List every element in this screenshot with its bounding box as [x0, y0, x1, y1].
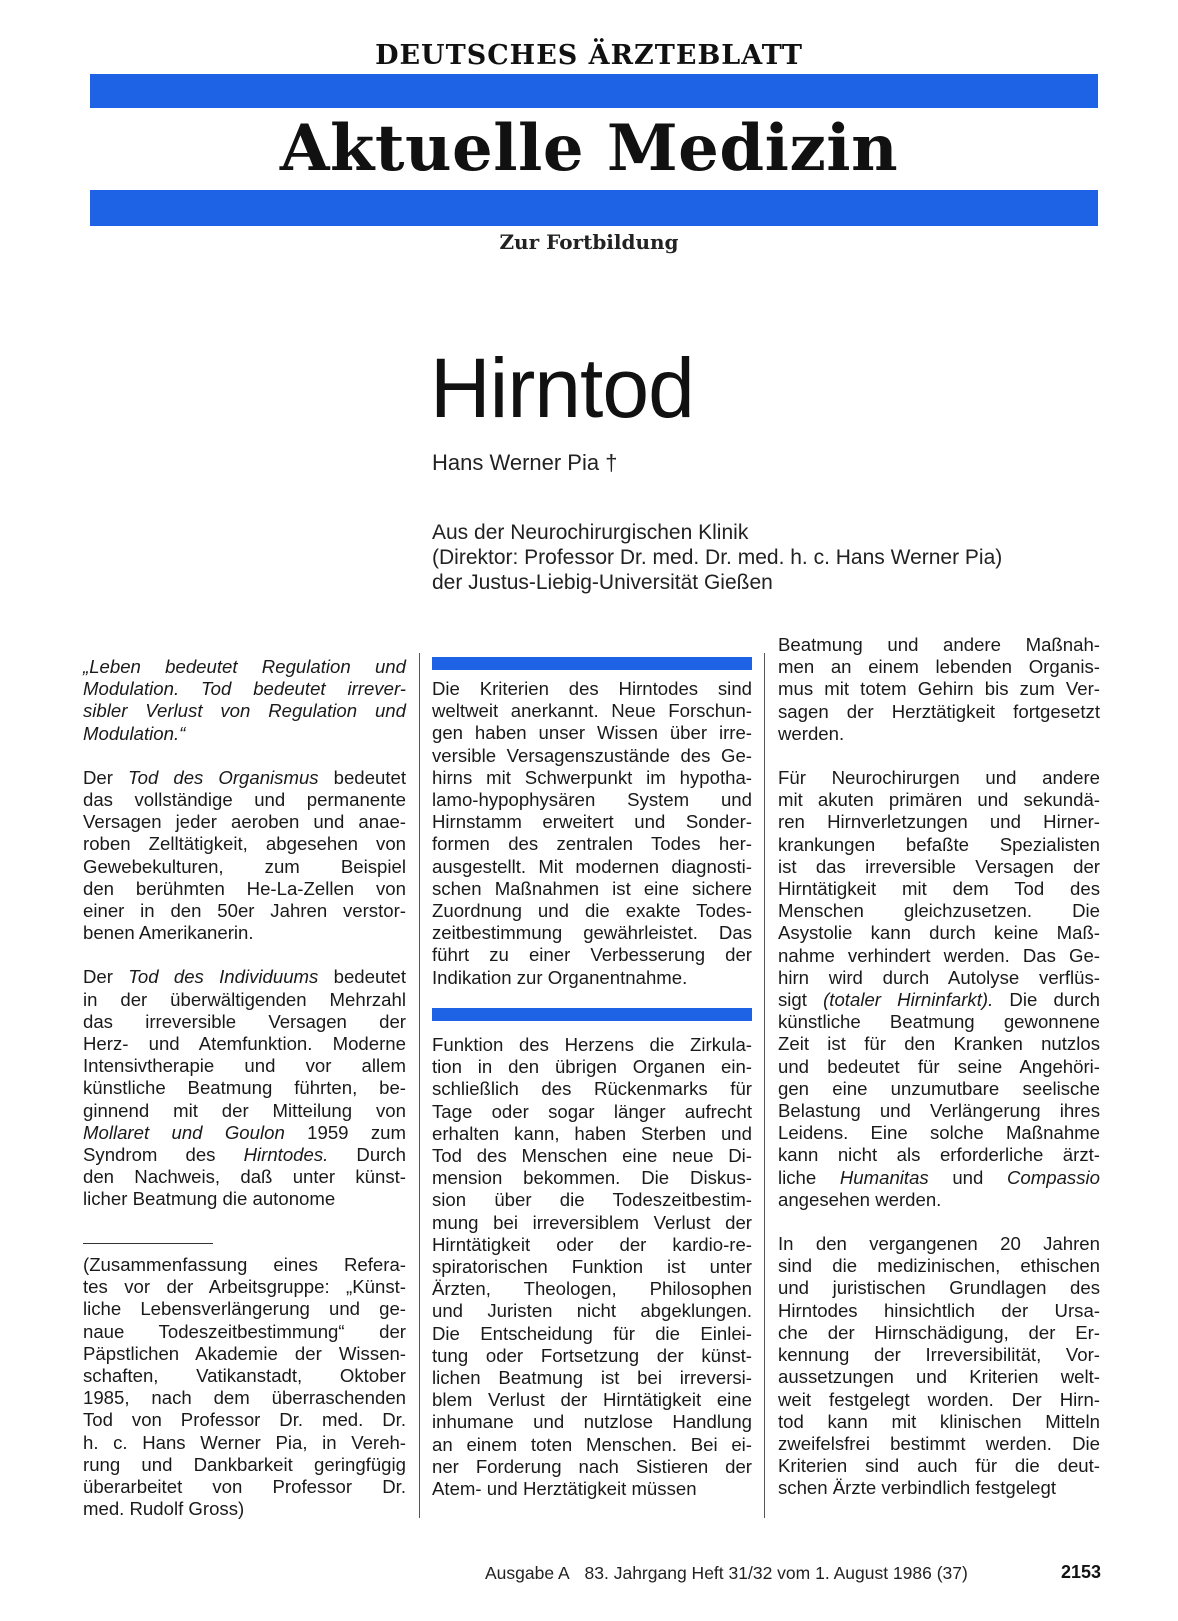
text-line: Menschen gleichzusetzen. Die [778, 900, 1100, 922]
italic-term: Mollaret und Goulon [83, 1121, 285, 1143]
text-line: schaften, Vatikanstadt, Oktober [83, 1365, 406, 1387]
text-line: che der Hirnschädigung, der Er- [778, 1321, 1100, 1343]
text-line: liche Lebensverlängerung und ge- [83, 1298, 406, 1320]
paragraph [83, 966, 406, 1210]
text-line: kann nicht als erforderliche ärzt- [778, 1144, 1100, 1166]
affiliation-line: (Direktor: Professor Dr. med. Dr. med. h. c. Hans Werner Pia) [432, 546, 1003, 569]
text-line: spiratorischen Funktion ist unter [432, 1256, 752, 1278]
text-line: Päpstlichen Akademie der Wissen- [83, 1342, 406, 1364]
footnote-rule [83, 1243, 213, 1244]
text-line: schen Maßnahmen ist eine sichere [432, 877, 752, 899]
text-line: Zeit ist für den Kranken nutzlos [778, 1033, 1100, 1055]
text-line: zeitbestimmung gewährleistet. Das [432, 922, 752, 944]
text-line: versible Versagenszustände des Ge- [432, 744, 752, 766]
text-segment: Syndrom des [83, 1144, 244, 1166]
text-line: med. Rudolf Gross) [83, 1498, 245, 1520]
text-segment: Durch [328, 1144, 406, 1166]
text-line: krankungen befaßte Spezialisten [778, 833, 1100, 855]
text-line: das irreversible Versagen der [83, 1010, 406, 1032]
column-1 [83, 656, 406, 1233]
issue-info: 83. Jahrgang Heft 31/32 vom 1. August 1986 (37) [584, 1563, 968, 1583]
text-line: inhumane und nutzlose Handlung [432, 1411, 752, 1433]
text-line: werden. [778, 722, 845, 744]
article-author: Hans Werner Pia † [432, 450, 618, 475]
text-line: Zuordnung und die exakte Todes- [432, 900, 752, 922]
text-line: Für Neurochirurgen und andere [778, 767, 1100, 789]
masthead-band-top [90, 74, 1098, 108]
text-line: führt zu einer Verbesserung der [432, 944, 752, 966]
text-line: Gewebekulturen, zum Beispiel [83, 855, 406, 877]
text-line: Kriterien sind auch für die deut- [778, 1455, 1100, 1477]
text-line: nahme verhindert werden. Das Ge- [778, 944, 1100, 966]
text-line: gen haben unser Wissen über irre- [432, 722, 752, 744]
text-line: Die Entscheidung für die Einlei- [432, 1322, 752, 1344]
text-line: tes vor der Arbeitsgruppe: „Künst- [83, 1276, 406, 1298]
text-line: Asystolie kann durch keine Maß- [778, 922, 1100, 944]
text-segment: bedeutet [318, 766, 406, 788]
text-line: mung bei irreversiblem Verlust der [432, 1211, 752, 1233]
text-line: Hirntätigkeit oder der kardio-re- [432, 1233, 752, 1255]
text-line: sind die medizinischen, ethischen [778, 1255, 1100, 1277]
text-line: mension bekommen. Die Diskus- [432, 1167, 752, 1189]
opening-quote [83, 656, 406, 745]
text-line [83, 767, 406, 789]
text-line: schließlich des Rückenmarks für [432, 1078, 752, 1100]
text-line: das vollständige und permanente [83, 789, 406, 811]
text-line: Modulation.“ [83, 722, 186, 744]
text-line: Hirntodes hinsichtlich der Ursa- [778, 1299, 1100, 1321]
text-line: In den vergangenen 20 Jahren [778, 1233, 1100, 1255]
column-2-abstract [432, 678, 752, 1011]
edition-label: Ausgabe A [485, 1563, 570, 1583]
text-line: blem Verlust der Hirntätigkeit eine [432, 1389, 752, 1411]
affiliation-line: Aus der Neurochirurgischen Klinik [432, 521, 749, 544]
text-line: und juristischen Grundlagen des [778, 1277, 1100, 1299]
text-line: Ärzten, Theologen, Philosophen [432, 1278, 752, 1300]
text-line: aussetzungen und Kriterien welt- [778, 1366, 1100, 1388]
paragraph [83, 767, 406, 945]
author-affiliation [432, 520, 1002, 595]
text-line: „Leben bedeutet Regulation und [83, 656, 406, 677]
text-segment: Der [83, 766, 128, 788]
text-line [778, 1167, 1100, 1189]
text-segment: sigt [778, 989, 824, 1011]
text-line: (Zusammenfassung eines Refera- [83, 1254, 406, 1275]
text-line: sion über die Todeszeitbestim- [432, 1189, 752, 1211]
text-line: benen Amerikanerin. [83, 922, 254, 944]
footnote-text [83, 1254, 406, 1520]
text-line: Modulation. Tod bedeutet irrever- [83, 678, 406, 700]
text-segment: Der [83, 966, 129, 988]
text-line [83, 966, 406, 988]
text-line: Beatmung und andere Maßnah- [778, 634, 1100, 655]
text-line: lichen Beatmung ist bei irreversi- [432, 1367, 752, 1389]
text-line: weltweit anerkannt. Neue Forschun- [432, 700, 752, 722]
text-line: 1985, nach dem überraschenden [83, 1387, 406, 1409]
italic-term: Humanitas [839, 1166, 929, 1188]
text-line: tung oder Fortsetzung der künst- [432, 1344, 752, 1366]
text-line: formen des zentralen Todes her- [432, 833, 752, 855]
text-line: kennung der Irreversibilität, Vor- [778, 1344, 1100, 1366]
text-line: künstliche Beatmung gewonnene [778, 1011, 1100, 1033]
text-line: roben Zelltätigkeit, abgesehen von [83, 833, 406, 855]
text-line: lamo-hypophysären System und [432, 789, 752, 811]
text-line: Intensivtherapie und vor allem [83, 1055, 406, 1077]
text-line: und Juristen nicht abgeklungen. [432, 1300, 752, 1322]
text-line: künstliche Beatmung führten, be- [83, 1077, 406, 1099]
italic-term: (totaler Hirninfarkt). [823, 989, 994, 1011]
italic-term: Hirntodes. [243, 1144, 329, 1166]
text-line: sibler Verlust von Regulation und [83, 700, 406, 722]
text-line: Hirntätigkeit mit dem Tod des [778, 878, 1100, 900]
text-line [778, 989, 1100, 1011]
affiliation-line: der Justus-Liebig-Universität Gießen [432, 571, 773, 594]
paragraph [778, 634, 1100, 745]
article-title: Hirntod [430, 341, 694, 435]
journal-name: DEUTSCHES ÄRZTEBLATT [375, 40, 803, 71]
text-line: mit akuten primären und sekundä- [778, 789, 1100, 811]
text-line: mus mit totem Gehirn bis zum Ver- [778, 678, 1100, 700]
text-line: schen Ärzte verbindlich festgelegt [778, 1477, 1057, 1499]
text-line: Hirnstamm erweitert und Sonder- [432, 811, 752, 833]
masthead-band-bottom [90, 190, 1098, 226]
text-line: und bedeutet für seine Angehöri- [778, 1055, 1100, 1077]
text-line: ist das irreversible Versagen der [778, 855, 1100, 877]
text-line: rung und Dankbarkeit geringfügig [83, 1453, 406, 1475]
text-line: gen eine unzumutbare seelische [778, 1077, 1100, 1099]
abstract-bar-top [432, 657, 752, 670]
column-divider [764, 653, 765, 1518]
column-3 [778, 634, 1100, 1522]
text-line: den Nachweis, daß unter künst- [83, 1166, 406, 1188]
italic-term: Compassio [1006, 1166, 1100, 1188]
text-line: in der überwältigenden Mehrzahl [83, 988, 406, 1010]
text-line: naue Todeszeitbestimmung“ der [83, 1320, 406, 1342]
text-line: Herz- und Atemfunktion. Moderne [83, 1033, 406, 1055]
abstract-text [432, 678, 752, 989]
text-line: Tage oder sogar länger aufrecht [432, 1100, 752, 1122]
text-line: Tod des Menschen eine neue Di- [432, 1145, 752, 1167]
column-2 [432, 1034, 752, 1522]
text-segment: liche [778, 1166, 840, 1188]
text-line: den berühmten He-La-Zellen von [83, 877, 406, 899]
text-line [83, 1144, 406, 1166]
page-number: 2153 [1061, 1562, 1102, 1582]
text-line: ausgestellt. Mit modernen diagnosti- [432, 855, 752, 877]
text-segment: bedeutet [318, 966, 407, 988]
italic-term: Tod des Organismus [128, 766, 319, 788]
italic-term: Tod des Individuums [128, 966, 319, 988]
text-line: zweifelsfrei bestimmt werden. Die [778, 1432, 1100, 1454]
text-line: erhalten kann, haben Sterben und [432, 1122, 752, 1144]
text-segment: 1959 zum [284, 1121, 406, 1143]
paragraph [432, 1034, 752, 1500]
footnote [83, 1254, 406, 1542]
text-line: Funktion des Herzens die Zirkula- [432, 1034, 752, 1055]
text-line: ren Hirnverletzungen und Hirner- [778, 811, 1100, 833]
text-line: hirn wird durch Autolyse verflüs- [778, 966, 1100, 988]
text-line: überarbeitet von Professor Dr. [83, 1476, 406, 1498]
text-line: angesehen werden. [778, 1188, 942, 1210]
text-line: weit festgelegt worden. Der Hirn- [778, 1388, 1100, 1410]
text-line: tion in den übrigen Organen ein- [432, 1056, 752, 1078]
text-line: Tod von Professor Dr. med. Dr. [83, 1409, 406, 1431]
paragraph [778, 1233, 1100, 1499]
text-line: ginnend mit der Mitteilung von [83, 1099, 406, 1121]
text-segment: Die durch [993, 989, 1100, 1011]
text-line: Versagen jeder aeroben und anae- [83, 811, 406, 833]
column-divider [419, 653, 420, 1518]
text-line: Belastung und Verlängerung ihres [778, 1100, 1100, 1122]
text-line: Leidens. Eine solche Maßnahme [778, 1122, 1100, 1144]
paragraph [778, 767, 1100, 1211]
section-title: Aktuelle Medizin [279, 111, 899, 186]
text-line: men an einem lebenden Organis- [778, 656, 1100, 678]
text-line: Atem- und Herztätigkeit müssen [432, 1478, 697, 1500]
subsection-label: Zur Fortbildung [499, 230, 679, 254]
text-line: tod kann mit klinischen Mitteln [778, 1410, 1100, 1432]
text-line: einer in den 50er Jahren verstor- [83, 900, 406, 922]
text-line: hirns mit Schwerpunkt im hypotha- [432, 766, 752, 788]
text-line: ner Forderung nach Sistieren der [432, 1455, 752, 1477]
text-segment: und [928, 1166, 1007, 1188]
text-line: sagen der Herztätigkeit fortgesetzt [778, 700, 1100, 722]
text-line: Die Kriterien des Hirntodes sind [432, 678, 752, 699]
text-line: Indikation zur Organentnahme. [432, 966, 688, 988]
text-line: an einem toten Menschen. Bei ei- [432, 1433, 752, 1455]
issue-footer [485, 1563, 978, 1584]
text-line [83, 1122, 406, 1144]
text-line: licher Beatmung die autonome [83, 1188, 336, 1210]
text-line: h. c. Hans Werner Pia, in Vereh- [83, 1431, 406, 1453]
